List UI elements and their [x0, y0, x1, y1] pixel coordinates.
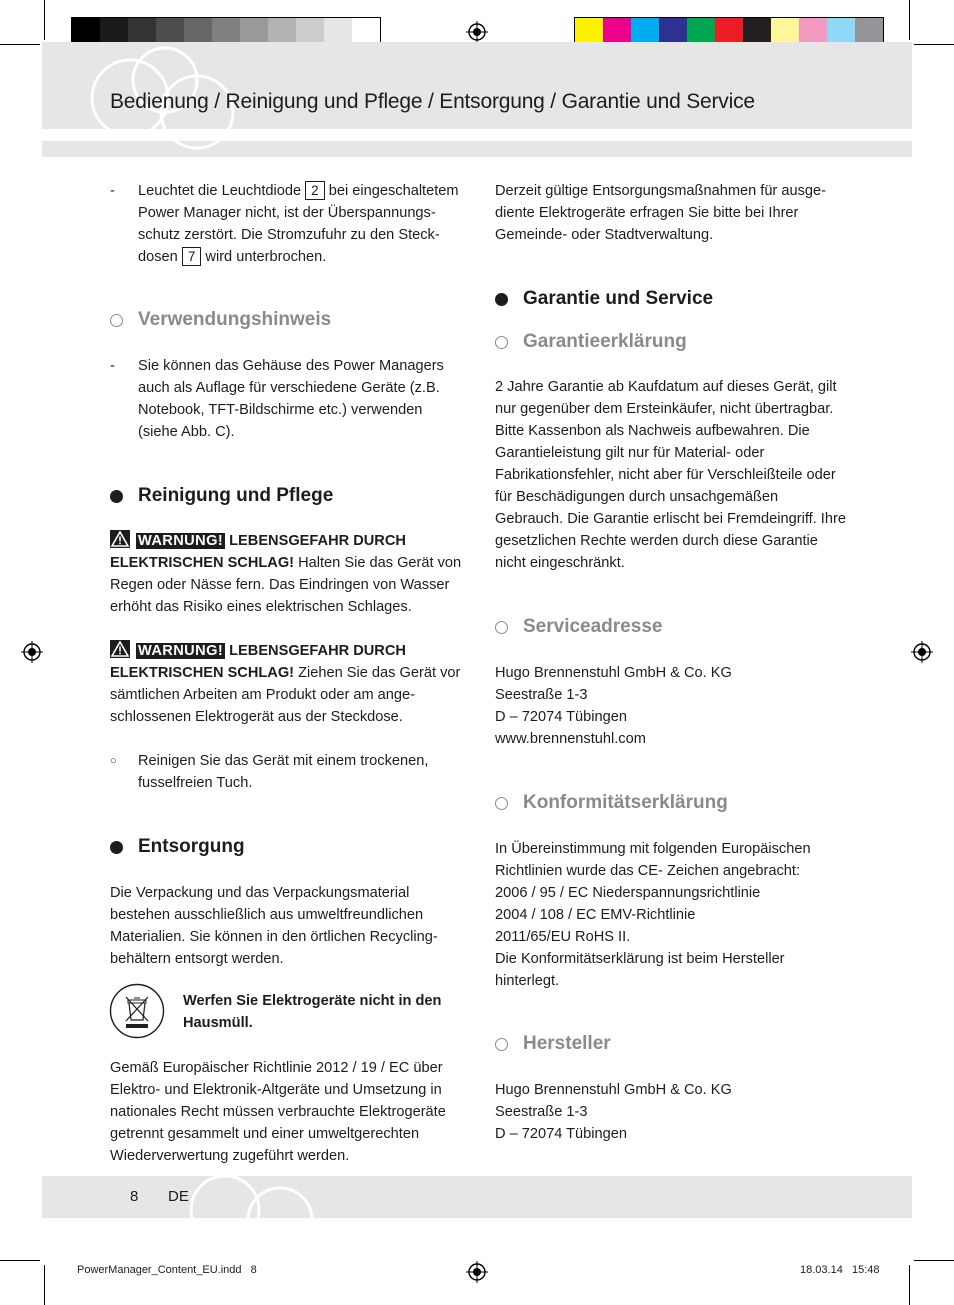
list-bullet: ○: [110, 755, 117, 767]
filled-bullet-icon: [110, 841, 123, 854]
open-bullet-icon: [495, 1038, 508, 1051]
list-dash: -: [110, 183, 115, 199]
conformity-heading: Konformitätserklärung: [523, 792, 728, 813]
service-address: [495, 662, 845, 750]
warning-label: WARNUNG!: [138, 643, 224, 659]
warranty-declaration-heading: Garantieerklärung: [523, 331, 687, 352]
slug-timestamp: 18.03.14 15:48: [800, 1264, 880, 1276]
registration-mark-icon: [466, 21, 488, 43]
cleaning-text: Reinigen Sie das Gerät mit einem trockenen, fusselfreien Tuch.: [138, 753, 429, 791]
open-bullet-icon: [495, 797, 508, 810]
usage-heading: Verwendungshinweis: [138, 309, 332, 330]
manufacturer-heading: Hersteller: [523, 1033, 611, 1054]
registration-mark-icon: [21, 641, 43, 663]
manufacturer-address: Hugo Brennenstuhl GmbH & Co. KG Seestraße 1-3 D – 72074 Tübingen: [495, 1082, 732, 1142]
crop-mark: [0, 1260, 40, 1261]
ref-number: 2: [305, 181, 325, 200]
open-bullet-icon: [495, 621, 508, 634]
open-bullet-icon: [110, 314, 123, 327]
weee-note: Werfen Sie Elektrogeräte nicht in den Hausmüll.: [183, 993, 442, 1031]
service-heading: Serviceadresse: [523, 616, 663, 637]
crop-mark: [44, 1265, 45, 1305]
crossed-out-bin-icon: [109, 983, 165, 1039]
warning-triangle-icon: [110, 530, 130, 548]
conformity-text: In Übereinstimmung mit folgenden Europäischen Richtlinien wurde das CE- Zeichen angebracht: 2006 / 95 / EC Niederspannungsrichtlinie 2004 / 108 / EC EMV-Richtlinie 2011/65/EU RoHS II. Die Konformitätserklärung ist beim Hersteller hinterlegt.: [495, 841, 811, 989]
page-title: Bedienung / Reinigung und Pflege / Entsorgung / Garantie und Service: [110, 90, 755, 113]
address-line: Hugo Brennenstuhl GmbH & Co. KG: [495, 665, 732, 681]
list-dash: -: [110, 358, 115, 374]
decorative-circles: [185, 1160, 315, 1230]
crop-mark: [914, 1260, 954, 1261]
language-code: DE: [168, 1188, 189, 1205]
registration-mark-icon: [466, 1261, 488, 1283]
disposal-heading: Entsorgung: [138, 836, 245, 857]
filled-bullet-icon: [110, 490, 123, 503]
warranty-heading: Garantie und Service: [523, 288, 714, 309]
address-line: Seestraße 1-3: [495, 687, 588, 703]
warning-block-2: WARNUNG! LEBENSGEFAHR DURCH ELEKTRISCHEN SCHLAG! Ziehen Sie das Gerät vor sämtlichen Arbeiten am Produkt oder am angeschlossenen Elektrogerät aus der Steckdose.: [110, 640, 465, 728]
address-line: D – 72074 Tübingen: [495, 709, 627, 725]
led-bullet-text: Leuchtet die Leuchtdiode 2 bei eingeschaltetem Power Manager nicht, ist der Überspannungsschutz zerstört. Die Stromzufuhr zu den Steckdosen 7 wird unterbrochen.: [138, 183, 459, 265]
crop-mark: [44, 0, 45, 40]
warranty-text: 2 Jahre Garantie ab Kaufdatum auf dieses Gerät, gilt nur gegenüber dem Ersteinkäufer, nicht übertragbar. Bitte Kassenbon als Nachweis aufbewahren. Die Garantieleistung gilt nur für Material- oder Fabrikationsfehler, nicht aber für Verschleißteile oder für Beschädigungen durch unsachgemäßen Gebrauch. Die Garantie erlischt bei Fremdeingriff. Ihre gesetzlichen Rechte werden durch diese Garantie nicht eingeschränkt.: [495, 379, 846, 571]
directive-text: Gemäß Europäischer Richtlinie 2012 / 19 / EC über Elektro- und Elektronik-Altgeräte und Umsetzung in nationales Recht müssen verbrauchte Elektrogeräte getrennt gesammelt und einer umweltgerechten Wiederverwertung zugeführt werden.: [110, 1060, 446, 1164]
filled-bullet-icon: [495, 293, 508, 306]
crop-mark: [914, 44, 954, 45]
slug-filename: PowerManager_Content_EU.indd 8: [77, 1264, 257, 1276]
open-bullet-icon: [495, 336, 508, 349]
disposal-continued-text: Derzeit gültige Entsorgungsmaßnahmen für ausgediente Elektrogeräte erfragen Sie bitte bei Ihrer Gemeinde- oder Stadtverwaltung.: [495, 183, 826, 243]
crop-mark: [909, 0, 910, 40]
warning-block-1: WARNUNG! LEBENSGEFAHR DURCH ELEKTRISCHEN SCHLAG! Halten Sie das Gerät von Regen oder Nässe fern. Das Eindringen von Wasser erhöht das Risiko eines elektrischen Schlages.: [110, 530, 465, 618]
usage-text: Sie können das Gehäuse des Power Managers auch als Auflage für verschiedene Geräte (z.B. Notebook, TFT-Bildschirme etc.) verwenden (siehe Abb. C).: [138, 358, 444, 440]
page-number: 8: [130, 1188, 139, 1205]
registration-mark-icon: [911, 641, 933, 663]
warning-triangle-icon: [110, 640, 130, 658]
warning-label: WARNUNG!: [138, 533, 224, 549]
disposal-text: Die Verpackung und das Verpackungsmaterial bestehen ausschließlich aus umweltfreundlichen Materialien. Sie können in den örtlichen Recyclingbehältern entsorgt werden.: [110, 885, 438, 967]
ref-number: 7: [182, 247, 202, 266]
crop-mark: [0, 44, 40, 45]
website-link[interactable]: www.brennenstuhl.com: [495, 731, 646, 747]
cleaning-heading: Reinigung und Pflege: [138, 485, 334, 506]
crop-mark: [909, 1265, 910, 1305]
